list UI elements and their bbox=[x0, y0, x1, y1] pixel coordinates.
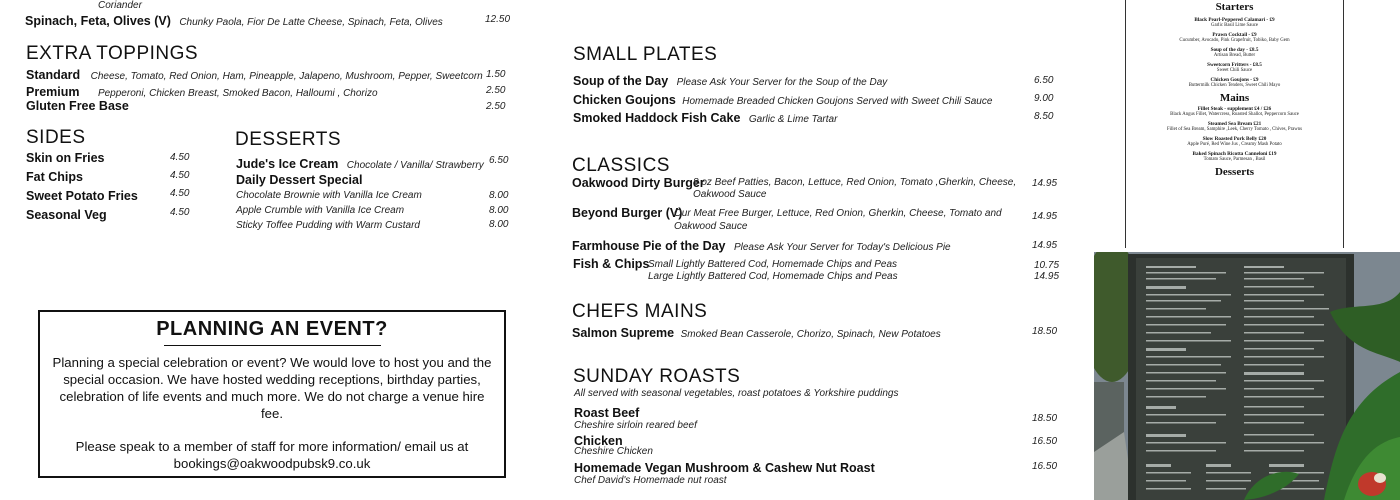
item-name: Farmhouse Pie of the Day bbox=[572, 239, 726, 253]
menu-card-starters-title: Starters bbox=[1215, 1, 1254, 13]
menu-card-item-desc: Sweet Chili Sauce bbox=[1216, 68, 1253, 73]
desserts-title: DESSERTS bbox=[235, 129, 342, 150]
side-name: Sweet Potato Fries bbox=[26, 189, 138, 203]
item-name: Chicken Goujons bbox=[573, 93, 676, 107]
item-price: 14.95 bbox=[1032, 178, 1058, 189]
menu-card-item-name: Black Pearl-Peppered Calamari - £9 bbox=[1194, 17, 1275, 23]
roast-name: Homemade Vegan Mushroom & Cashew Nut Roast bbox=[574, 461, 875, 475]
menu-board-photo bbox=[1094, 252, 1400, 500]
item-desc: Please Ask Your Server for Today's Delicious Pie bbox=[733, 242, 951, 253]
chefs-main-row bbox=[572, 324, 941, 342]
roast-price: 16.50 bbox=[1032, 436, 1058, 447]
menu-card-item-desc: Tomato Sauce, Parmesan , Basil bbox=[1203, 157, 1266, 162]
extra-toppings-title: EXTRA TOPPINGS bbox=[26, 43, 199, 64]
item-desc: Please Ask Your Server for the Soup of the Day bbox=[676, 77, 888, 88]
menu-card-item-desc: Artisan Bread, Butter bbox=[1213, 53, 1256, 58]
topping-row bbox=[26, 66, 483, 84]
dessert-price: 6.50 bbox=[489, 155, 509, 166]
dessert-price: 8.00 bbox=[489, 190, 509, 201]
event-title: PLANNING AN EVENT? bbox=[156, 318, 388, 340]
topping-desc: Cheese, Tomato, Red Onion, Ham, Pineapple, Jalapeno, Mushroom, Pepper, Sweetcorn bbox=[90, 71, 483, 82]
event-box bbox=[38, 310, 506, 478]
event-text: Planning a special celebration or event? We would love to host you and the special occasion. We have hosted wedding receptions, birthday parties, celebration of life events and much more. We do not charge a venue hire fee. bbox=[52, 355, 492, 421]
fish-name: Fish & Chips bbox=[573, 257, 650, 271]
dessert-name: Jude's Ice Cream bbox=[236, 157, 339, 171]
item-desc: Garlic & Lime Tartar bbox=[748, 114, 838, 125]
menu-card-mains-title: Mains bbox=[1219, 92, 1250, 104]
item-name: Spinach, Feta, Olives (V) bbox=[25, 14, 171, 28]
menu-card-item-desc: Garlic Basil Lime Sauce bbox=[1210, 23, 1259, 28]
small-plates-title: SMALL PLATES bbox=[573, 44, 718, 65]
roast-name: Chicken bbox=[574, 434, 623, 448]
dessert-price: 8.00 bbox=[489, 205, 509, 216]
menu-card-item-desc: Fillet of Sea Bream, Samphire ,Leek, Cherry Tomato , Chives, Prawns bbox=[1166, 127, 1303, 132]
roast-desc: Cheshire Chicken bbox=[574, 446, 653, 457]
event-contact: Please speak to a member of staff for more information/ email us at bookings@oakwoodpubsk9.co.uk bbox=[75, 439, 469, 471]
side-price: 4.50 bbox=[170, 207, 190, 218]
menu-card-item-name: Prawn Cocktail - £9 bbox=[1212, 32, 1257, 38]
fish-small-price: 10.75 bbox=[1034, 260, 1060, 271]
side-name: Skin on Fries bbox=[26, 151, 105, 165]
menu-board-photo-illustration bbox=[1094, 252, 1400, 500]
fish-small-desc: Small Lightly Battered Cod, Homemade Chips and Peas bbox=[648, 259, 898, 270]
item-price: 18.50 bbox=[1032, 326, 1058, 337]
dessert-special: Chocolate Brownie with Vanilla Ice Cream bbox=[236, 190, 422, 201]
topping-name: Standard bbox=[26, 68, 81, 82]
topping-desc: Pepperoni, Chicken Breast, Smoked Bacon, Halloumi , Chorizo bbox=[97, 88, 378, 99]
dessert-special: Sticky Toffee Pudding with Warm Custard bbox=[236, 220, 420, 231]
item-name: Soup of the Day bbox=[573, 74, 669, 88]
small-plate-row bbox=[573, 91, 992, 109]
dessert-special-title: Daily Dessert Special bbox=[236, 173, 363, 187]
item-price: 14.95 bbox=[1032, 240, 1058, 251]
side-price: 4.50 bbox=[170, 170, 190, 181]
fish-large-price: 14.95 bbox=[1034, 271, 1060, 282]
topping-price: 2.50 bbox=[486, 101, 506, 112]
roast-desc: Cheshire sirloin reared beef bbox=[574, 420, 697, 431]
fish-large-desc: Large Lightly Battered Cod, Homemade Chips and Peas bbox=[648, 271, 898, 282]
menu-card-item-name: Fillet Steak - supplement £4 / £26 bbox=[1197, 106, 1272, 112]
sunday-roasts-subtitle: All served with seasonal vegetables, roast potatoes & Yorkshire puddings bbox=[574, 388, 899, 399]
menu-card-item-desc: Buttermilk Chicken Tenders, Sweet Chili Mayo bbox=[1188, 83, 1281, 88]
item-desc: Our Meat Free Burger, Lettuce, Red Onion, Gherkin, Cheese, Tomato and bbox=[674, 208, 1002, 219]
item-desc: Oakwood Sauce bbox=[693, 189, 767, 200]
menu-card-image bbox=[1125, 0, 1344, 248]
topping-name: Gluten Free Base bbox=[26, 99, 129, 113]
item-desc: 8 oz Beef Patties, Bacon, Lettuce, Red Onion, Tomato ,Gherkin, Cheese, bbox=[693, 177, 1017, 188]
dessert-row bbox=[236, 155, 484, 173]
dessert-price: 8.00 bbox=[489, 219, 509, 230]
item-name: Oakwood Dirty Burger bbox=[572, 176, 705, 190]
menu-card-item-name: Chicken Goujons - £9 bbox=[1210, 77, 1259, 83]
small-plate-row bbox=[573, 109, 837, 127]
side-price: 4.50 bbox=[170, 188, 190, 199]
item-desc: Smoked Bean Casserole, Chorizo, Spinach, New Potatoes bbox=[680, 329, 941, 340]
menu-card-item-desc: Black Angus Fillet, Watercress, Roasted Shallot, Peppercorn Sauce bbox=[1170, 112, 1299, 117]
item-name: Salmon Supreme bbox=[572, 326, 675, 340]
menu-card-item-name: Soup of the day - £8.5 bbox=[1210, 47, 1259, 53]
menu-card-item-name: Sweetcorn Fritters - £8.5 bbox=[1207, 62, 1262, 68]
dessert-special: Apple Crumble with Vanilla Ice Cream bbox=[236, 205, 405, 216]
menu-card-item-desc: Apple Puré, Red Wine Jus , Creamy Mash Potato bbox=[1187, 142, 1282, 147]
coriander-text: Coriander bbox=[98, 0, 142, 11]
sides-title: SIDES bbox=[26, 127, 86, 148]
item-price: 8.50 bbox=[1034, 111, 1054, 122]
classics-title: CLASSICS bbox=[572, 155, 670, 176]
menu-card-item-desc: Cucumber, Avocado, Pink Grapefruit, Tobiko, Baby Gem bbox=[1179, 38, 1290, 43]
small-plate-row bbox=[573, 72, 887, 90]
roast-price: 16.50 bbox=[1032, 461, 1058, 472]
event-divider bbox=[164, 345, 381, 346]
side-name: Seasonal Veg bbox=[26, 208, 107, 222]
menu-card-item-name: Slow Roasted Pork Belly £20 bbox=[1202, 136, 1267, 142]
item-desc: Oakwood Sauce bbox=[674, 221, 748, 232]
item-price: 9.00 bbox=[1034, 93, 1054, 104]
side-price: 4.50 bbox=[170, 152, 190, 163]
spinach-feta-row bbox=[25, 12, 443, 30]
item-name: Beyond Burger (V) bbox=[572, 206, 683, 220]
menu-card-starters bbox=[1126, 17, 1343, 88]
topping-name: Premium bbox=[26, 85, 80, 99]
menu-card-item-name: Steamed Sea Bream £21 bbox=[1207, 121, 1262, 127]
item-name: Smoked Haddock Fish Cake bbox=[573, 111, 741, 125]
chefs-mains-title: CHEFS MAINS bbox=[572, 301, 708, 322]
item-price: 6.50 bbox=[1034, 75, 1054, 86]
topping-price: 1.50 bbox=[486, 69, 506, 80]
menu-card-desserts-title: Desserts bbox=[1214, 166, 1255, 178]
sunday-roasts-title: SUNDAY ROASTS bbox=[573, 366, 741, 387]
item-desc: Chunky Paola, Fior De Latte Cheese, Spinach, Feta, Olives bbox=[179, 17, 443, 28]
topping-price: 2.50 bbox=[486, 85, 506, 96]
item-price: 14.95 bbox=[1032, 211, 1058, 222]
menu-card-mains bbox=[1126, 106, 1343, 162]
roast-name: Roast Beef bbox=[574, 406, 640, 420]
roast-price: 18.50 bbox=[1032, 413, 1058, 424]
side-name: Fat Chips bbox=[26, 170, 83, 184]
roast-desc: Chef David's Homemade nut roast bbox=[574, 475, 727, 486]
item-price: 12.50 bbox=[485, 14, 511, 25]
item-desc: Homemade Breaded Chicken Goujons Served with Sweet Chili Sauce bbox=[682, 96, 993, 107]
menu-card-item-name: Baked Spinach Ricotta Canneloni £19 bbox=[1192, 151, 1277, 157]
dessert-desc: Chocolate / Vanilla/ Strawberry bbox=[346, 160, 484, 171]
classic-row bbox=[572, 237, 951, 255]
